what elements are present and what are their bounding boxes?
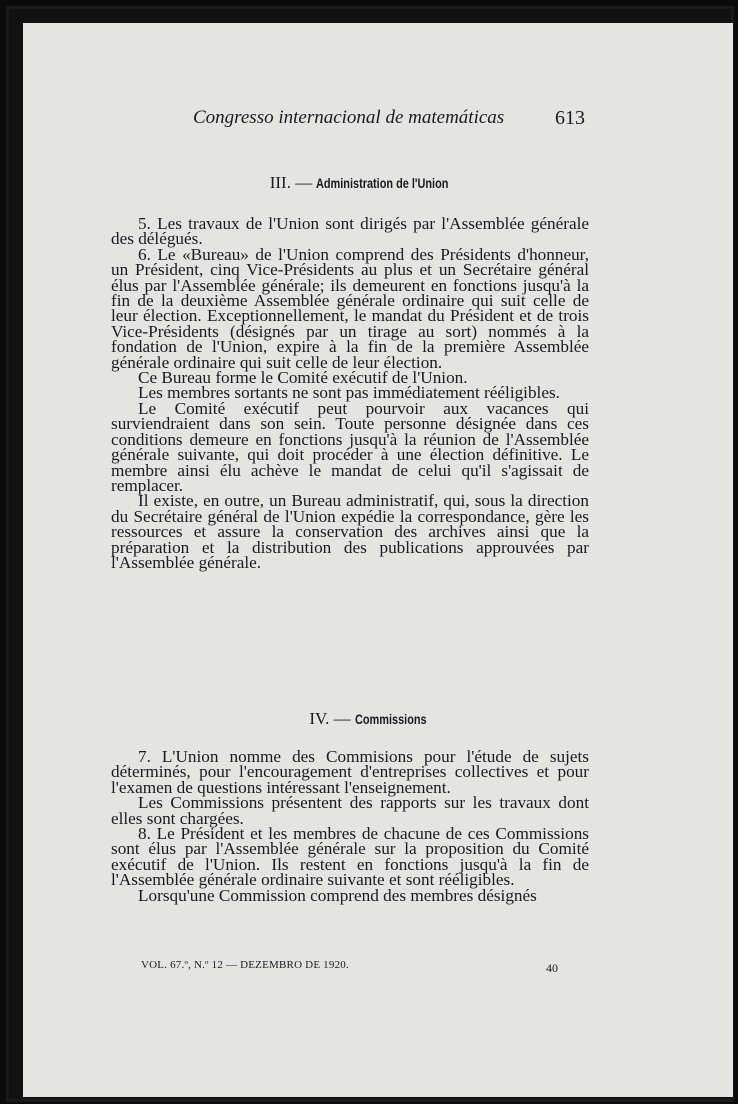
page-number: 613 <box>555 107 585 129</box>
signature-mark: 40 <box>546 961 558 975</box>
paragraph: Les Commissions présentent des rapports sur les travaux dont elles sont chargées. <box>111 793 589 828</box>
running-head <box>23 107 733 133</box>
section-numeral: III. — <box>269 173 313 192</box>
volume-line: VOL. 67.º, N.º 12 — DEZEMBRO DE 1920. <box>141 959 349 971</box>
section-heading-iv <box>23 709 733 729</box>
paragraph: 5. Les travaux de l'Union sont dirigés par l'Assemblée générale des délégués. <box>111 214 589 249</box>
section-iv-body <box>111 749 589 903</box>
page-footer <box>141 959 581 979</box>
running-title: Congresso internacional de matemáticas <box>193 107 505 128</box>
paragraph: Lorsqu'une Commission comprend des membres désignés <box>138 885 537 905</box>
paragraph: Le Comité exécutif peut pourvoir aux vacances qui surviendraient dans son sein. Toute personne désignée dans ces conditions demeure en fonctions jusqu'à la réunion de l'Assemblée générale suivante, qui doit procéder à une élection définitive. Le membre ainsi élu achève le mandat de celui qu'il s'agissait de remplacer. <box>111 398 589 495</box>
paragraph: 7. L'Union nomme des Commisions pour l'étude de sujets déterminés, pour l'encouragement d'entreprises collectives et pour l'examen de questions intéressant l'enseignement. <box>111 747 589 797</box>
paragraph: 8. Le Président et les membres de chacune de ces Commissions sont élus par l'Assemblée générale sur la proposition du Comité exécutif de l'Union. Ils restent en fonctions jusqu'à la fin de l'Assemblée générale ordinaire suivante et sont rééligibles. <box>111 824 589 890</box>
paragraph: Ce Bureau forme le Comité exécutif de l'Union. <box>138 368 468 388</box>
section-iii-body <box>111 216 589 570</box>
section-heading-iii <box>23 173 733 193</box>
section-numeral: IV. — <box>309 709 351 728</box>
paragraph: Les membres sortants ne sont pas immédiatement rééligibles. <box>138 383 560 403</box>
section-title: Administration de l'Union <box>316 175 449 191</box>
paragraph: 6. Le «Bureau» de l'Union comprend des Présidents d'honneur, un Président, cinq Vice-Présidents au plus et un Secrétaire général élus par l'Assemblée générale; ils demeurent en fonctions jusqu'à la fin de la deuxième Assemblée générale ordinaire qui suit celle de leur élection. Exceptionnellement, le mandat du Président et de trois Vice-Présidents (désignés par un tirage au sort) nommés à la fondation de l'Union, expire à la fin de la première Assemblée générale ordinaire qui suit celle de leur élection. <box>111 244 589 372</box>
page-frame <box>6 6 734 1102</box>
paragraph: Il existe, en outre, un Bureau administratif, qui, sous la direction du Secrétaire général de l'Union expédie la correspondance, gère les ressources et assure la conservation des archives ainsi que la préparation et la distribution des publications approuvées par l'Assemblée générale. <box>111 491 589 572</box>
document-page <box>23 23 733 1097</box>
section-title: Commissions <box>354 711 427 727</box>
